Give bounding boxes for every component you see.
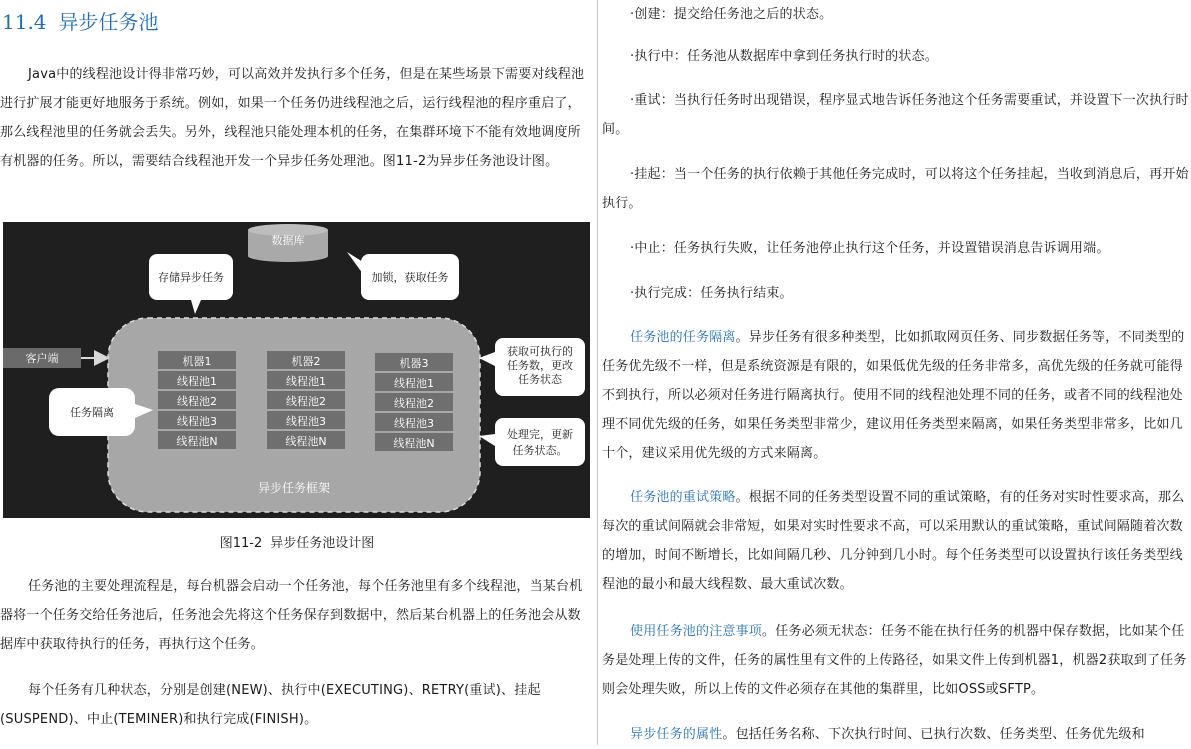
states-paragraph: 每个任务有几种状态，分别是创建(NEW)、执行中(EXECUTING)、RETRY(重试)、挂起(SUSPEND)、中止(TEMINER)和执行完成(FINISH)。 xyxy=(0,683,541,727)
machine-3-pool-2: 线程池2 xyxy=(394,397,434,410)
state-suspend xyxy=(602,160,1190,218)
machine-3 xyxy=(375,353,453,451)
notes-section xyxy=(602,617,1190,704)
client-label: 客户端 xyxy=(25,352,59,365)
caption-text: 异步任务池设计图 xyxy=(270,536,375,551)
flow-paragraph: 任务池的主要处理流程是，每台机器会启动一个任务池，每个任务池里有多个线程池，当某台机器将一个任务交给任务池后，任务池会先将这个任务保存到数据中，然后某台机器上的任务池会从数据库中获取待执行的任务，再执行这个任务。 xyxy=(0,579,583,652)
task-pool-diagram xyxy=(3,222,590,518)
machine-1-pool-1: 线程池1 xyxy=(177,375,217,388)
notes-keyword: 使用任务池的注意事项 xyxy=(630,624,763,639)
retry-paragraph xyxy=(602,483,1190,599)
states-block xyxy=(0,676,590,734)
machine-2-name: 机器2 xyxy=(291,355,321,368)
retry-keyword: 任务池的重试策略 xyxy=(630,490,736,505)
machine-1-pool-2: 线程池2 xyxy=(177,395,217,408)
state-retry xyxy=(602,86,1190,144)
machine-3-pool-3: 线程池3 xyxy=(394,417,434,430)
machine-2-pool-3: 线程池3 xyxy=(286,415,326,428)
database-label: 数据库 xyxy=(271,234,305,247)
done-line-2: 任务状态。 xyxy=(512,444,568,457)
state-terminate-text: ·中止：任务执行失败，让任务池停止执行这个任务，并设置错误消息告诉调用端。 xyxy=(630,241,1110,256)
left-column xyxy=(0,0,597,745)
framework-label: 异步任务框架 xyxy=(257,481,331,495)
diagram-svg xyxy=(3,222,590,518)
done-bubble xyxy=(495,418,585,466)
state-executing xyxy=(602,42,1190,71)
lock-bubble-text: 加锁，获取任务 xyxy=(371,271,449,284)
section-number: 11.4 xyxy=(2,10,47,34)
state-finish xyxy=(602,279,1190,308)
isolation-keyword: 任务池的任务隔离 xyxy=(630,330,736,345)
machine-1-pool-n: 线程池N xyxy=(176,435,218,448)
isolation-paragraph xyxy=(602,323,1190,468)
state-retry-text: ·重试：当执行任务时出现错误，程序显式地告诉任务池这个任务需要重试，并设置下一次执行时间。 xyxy=(602,93,1189,137)
intro-paragraph: Java中的线程池设计得非常巧妙，可以高效并发执行多个任务，但是在某些场景下需要对线程池进行扩展才能更好地服务于系统。例如，如果一个任务仍进线程池之后，运行线程池的程序重启了，那么线程池里的任务就会丢失。另外，线程池只能处理本机的任务，在集群环境下不能有效地调度所有机器的任务。所以，需要结合线程池开发一个异步任务处理池。图11-2为异步任务池设计图。 xyxy=(0,67,585,169)
attributes-keyword: 异步任务的属性 xyxy=(630,727,723,742)
done-line-1: 处理完，更新 xyxy=(507,428,573,441)
column-divider xyxy=(597,0,598,745)
machine-3-pool-1: 线程池1 xyxy=(394,377,434,390)
machine-2-pool-n: 线程池N xyxy=(285,435,327,448)
isolation-text: 。异步任务有很多种类型，比如抓取网页任务、同步数据任务等，不同类型的任务优先级不一样，但是系统资源是有限的，如果低优先级的任务非常多，高优先级的任务就可能得不到执行，所以必须对任务进行隔离执行。使用不同的线程池处理不同的任务，或者不同的线程池处理不同优先级的任务，如果任务类型非常少，建议用任务类型来隔离，如果任务类型非常多，比如几十个，建议采用优先级的方式来隔离。 xyxy=(602,330,1185,461)
fetch-line-1: 获取可执行的 xyxy=(507,345,573,358)
machine-1-name: 机器1 xyxy=(182,355,212,368)
fetch-line-3: 任务状态 xyxy=(518,373,562,386)
machine-2-pool-1: 线程池1 xyxy=(286,375,326,388)
state-finish-text: ·执行完成：任务执行结束。 xyxy=(630,286,793,301)
attributes-text: 。包括任务名称、下次执行时间、已执行次数、任务类型、任务优先级和 xyxy=(722,727,1145,742)
figure-caption xyxy=(0,532,594,551)
isolation-section xyxy=(602,323,1190,468)
state-executing-text: ·执行中：任务池从数据库中拿到任务执行时的状态。 xyxy=(630,49,938,64)
flow-block xyxy=(0,572,590,659)
state-suspend-text: ·挂起：当一个任务的执行依赖于其他任务完成时，可以将这个任务挂起，当收到消息后，再开始执行。 xyxy=(602,167,1189,211)
retry-section xyxy=(602,483,1190,599)
notes-paragraph xyxy=(602,617,1190,704)
notes-text: 。任务必须无状态：任务不能在执行任务的机器中保存数据，比如某个任务是处理上传的文件，任务的属性里有文件的上传路径，如果文件上传到机器1，机器2获取到了任务则会处理失败，所以上传的文件必须存在其他的集群里，比如OSS或SFTP。 xyxy=(602,624,1187,697)
retry-text: 。根据不同的任务类型设置不同的重试策略，有的任务对实时性要求高，那么每次的重试间隔就会非常短，如果对实时性要求不高，可以采用默认的重试策略，重试间隔随着次数的增加，时间不断增长，比如间隔几秒、几分钟到几小时。每个任务类型可以设置执行该任务类型线程池的最小和最大线程数、最大重试次数。 xyxy=(602,490,1185,592)
state-create xyxy=(602,0,1190,29)
section-heading xyxy=(2,6,159,35)
caption-number: 图11-2 xyxy=(219,536,263,551)
state-terminate xyxy=(602,234,1190,263)
machine-2 xyxy=(267,351,345,449)
store-bubble-text: 存储异步任务 xyxy=(158,271,224,284)
machine-3-name: 机器3 xyxy=(399,357,429,370)
right-column xyxy=(600,0,1191,745)
section-title: 异步任务池 xyxy=(58,10,159,34)
fetch-line-2: 任务数，更改 xyxy=(507,359,573,372)
isolation-bubble-text: 任务隔离 xyxy=(70,406,114,419)
machine-3-pool-n: 线程池N xyxy=(393,437,435,450)
intro-block xyxy=(0,60,590,176)
machine-2-pool-2: 线程池2 xyxy=(286,395,326,408)
state-create-text: ·创建：提交给任务池之后的状态。 xyxy=(630,7,833,22)
machine-1 xyxy=(158,351,236,449)
machine-1-pool-3: 线程池3 xyxy=(177,415,217,428)
